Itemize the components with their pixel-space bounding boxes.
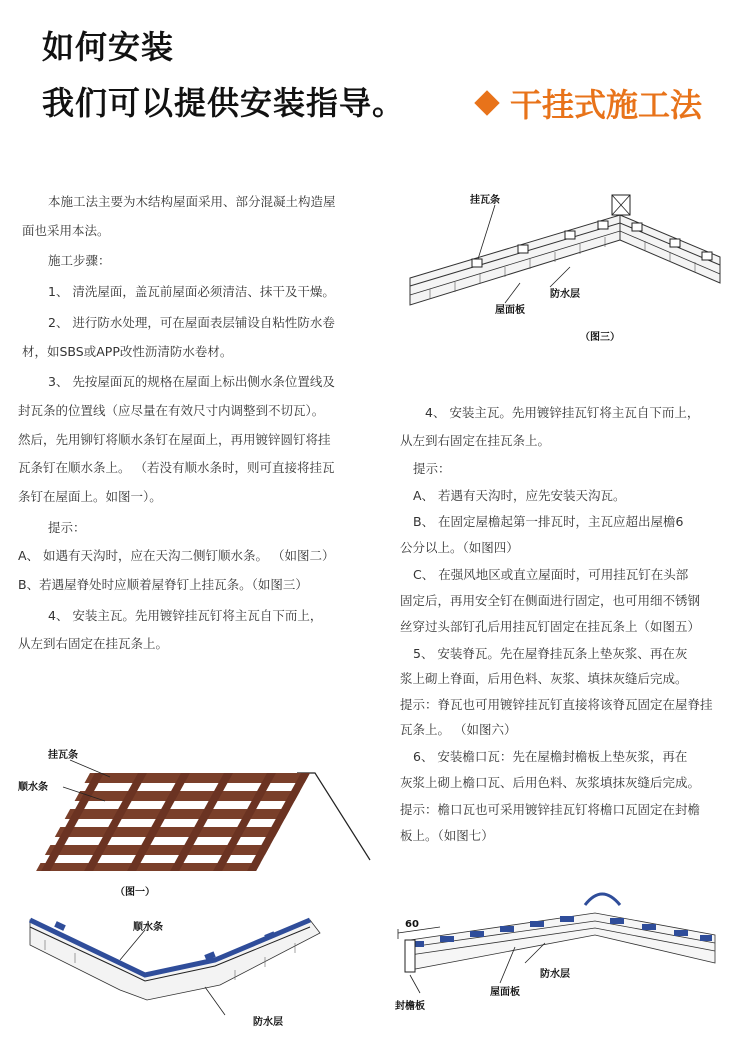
text-line: 浆上砌上脊面，后用色料、灰浆、填抹灰缝后完成。: [400, 671, 688, 686]
text-line: 提示：: [48, 520, 86, 535]
text-line: 瓦条上。 （如图六）: [400, 722, 517, 737]
text-line: A、 如遇有天沟时，应在天沟二侧钉顺水条。 （如图二）: [18, 548, 335, 563]
fig1-caption: （图一）: [115, 887, 155, 898]
figure-1-lattice-diagram: [15, 745, 375, 905]
text-line: 提示：: [413, 461, 451, 476]
text-line: 然后，先用铆钉将顺水条钉在屋面上，再用镀锌圆钉将挂: [18, 432, 331, 447]
page-subtitle: 我们可以提供安装指导。: [42, 84, 406, 122]
text-line: 固定后，再用安全钉在侧面进行固定，也可用细不锈钢: [400, 593, 701, 608]
text-line: 丝穿过头部钉孔后用挂瓦钉固定在挂瓦条上（如图五）: [400, 619, 701, 634]
fig7-deck-label: 屋面板: [490, 987, 520, 998]
fig3-waterproof-label: 防水层: [550, 289, 580, 300]
text-line: 5、 安装脊瓦。先在屋脊挂瓦条上垫灰浆、再在灰: [413, 646, 688, 661]
text-line: 本施工法主要为木结构屋面采用、部分混凝土构造屋: [48, 194, 336, 209]
text-line: 瓦条钉在顺水条上。 （若没有顺水条时，则可直接将挂瓦: [18, 460, 335, 475]
fig1-counter-batten-label: 顺水条: [18, 782, 48, 793]
text-line: B、若遇屋脊处时应顺着屋脊钉上挂瓦条。（如图三）: [18, 577, 308, 592]
text-line: 施工步骤：: [48, 253, 111, 268]
text-line: 2、 进行防水处理，可在屋面表层铺设自粘性防水卷: [48, 315, 335, 330]
text-line: 从左到右固定在挂瓦条上。: [400, 433, 551, 448]
text-line: 封瓦条的位置线（应尽量在有效尺寸内调整到不切瓦）。: [18, 403, 325, 418]
text-line: 6、 安装檐口瓦：先在屋檐封檐板上垫灰浆，再在: [413, 749, 688, 764]
text-line: 4、 安装主瓦。先用镀锌挂瓦钉将主瓦自下而上，: [48, 608, 323, 623]
text-line: 灰浆上砌上檐口瓦、后用色料、灰浆填抹灰缝后完成。: [400, 775, 701, 790]
method-heading: [478, 80, 702, 126]
fig3-batten-label: 挂瓦条: [470, 195, 500, 206]
fig2-waterproof-label: 防水层: [253, 1017, 283, 1028]
figure-2-valley-diagram: [25, 905, 385, 1035]
fig7-60-label: 60: [405, 919, 419, 930]
figure-7-eave-diagram: [380, 885, 740, 1025]
text-line: 提示：脊瓦也可用镀锌挂瓦钉直接将该脊瓦固定在屋脊挂: [400, 697, 713, 712]
text-line: A、 若遇有天沟时，应先安装天沟瓦。: [413, 488, 626, 503]
text-line: 3、 先按屋面瓦的规格在屋面上标出侧水条位置线及: [48, 374, 335, 389]
page-title: 如何安装: [42, 28, 175, 66]
text-line: 板上。（如图七）: [400, 828, 494, 843]
method-label: 干挂式施工法: [510, 86, 703, 124]
fig7-waterproof-label: 防水层: [540, 969, 570, 980]
fig7-fascia-label: 封檐板: [395, 1001, 425, 1012]
text-line: 公分以上。（如图四）: [400, 540, 519, 555]
text-line: B、 在固定屋檐起第一排瓦时，主瓦应超出屋檐6: [413, 514, 684, 529]
text-line: 提示：檐口瓦也可采用镀锌挂瓦钉将檐口瓦固定在封檐: [400, 802, 701, 817]
fig2-counter-batten-label: 顺水条: [133, 922, 163, 933]
text-line: 从左到右固定在挂瓦条上。: [18, 636, 169, 651]
fig1-batten-label: 挂瓦条: [48, 750, 78, 761]
figure-3-ridge-diagram: [400, 185, 730, 350]
text-line: 面也采用本法。: [22, 223, 110, 238]
fig3-deck-label: 屋面板: [495, 305, 525, 316]
diamond-icon: [474, 90, 499, 115]
text-line: 1、 清洗屋面，盖瓦前屋面必须清洁、抹干及干燥。: [48, 284, 335, 299]
text-line: 4、 安装主瓦。先用镀锌挂瓦钉将主瓦自下而上，: [425, 405, 700, 420]
text-line: C、 在强风地区或直立屋面时，可用挂瓦钉在头部: [413, 567, 689, 582]
fig3-caption: （图三）: [580, 332, 620, 343]
text-line: 条钉在屋面上。如图一）。: [18, 489, 162, 504]
text-line: 材，如SBS或APP改性沥清防水卷材。: [22, 344, 233, 359]
